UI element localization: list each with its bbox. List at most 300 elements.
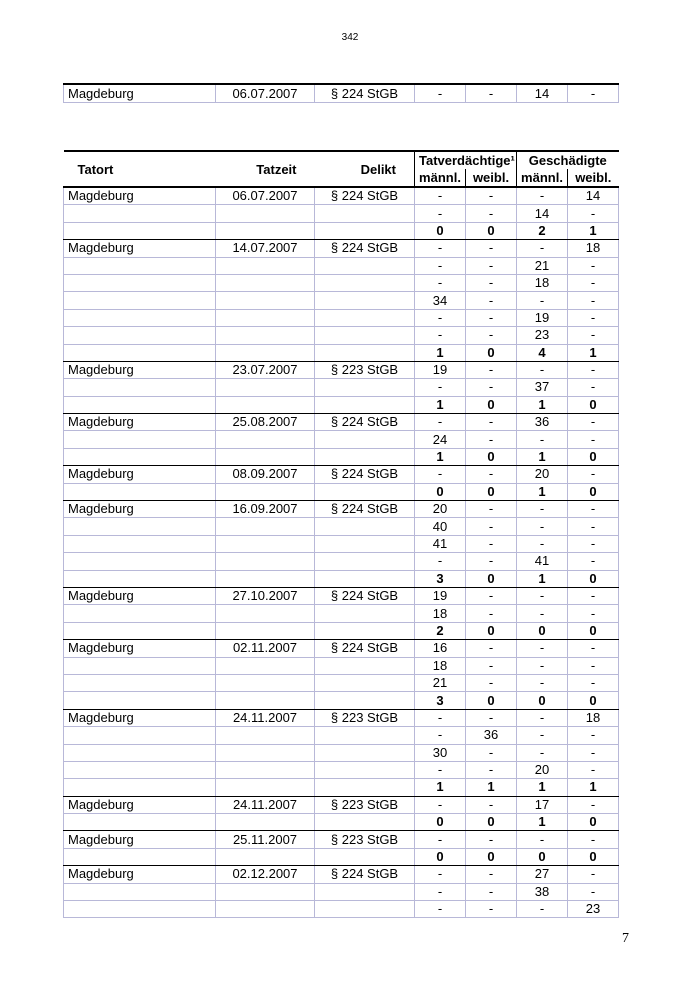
cell-delikt [315, 431, 415, 448]
cell-gs-weibl: - [568, 431, 619, 448]
cell-tatort [64, 448, 216, 465]
cell-tatort [64, 327, 216, 344]
cell-tatort: Magdeburg [64, 414, 216, 431]
cell-tv-weibl: 0 [466, 622, 517, 639]
cell-gs-maennl: 2 [517, 222, 568, 239]
cell-tv-maennl: - [415, 257, 466, 274]
table-row [64, 727, 619, 744]
cell-tv-maennl: - [415, 379, 466, 396]
cell-gs-maennl: 14 [517, 84, 568, 103]
cell-tv-maennl: 18 [415, 605, 466, 622]
cell-tatort [64, 483, 216, 500]
cell-gs-weibl: - [568, 640, 619, 657]
cell-gs-maennl: 18 [517, 274, 568, 291]
cell-tv-maennl: 24 [415, 431, 466, 448]
cell-tatzeit [216, 327, 315, 344]
table-row [64, 692, 619, 709]
cell-delikt [315, 901, 415, 918]
cell-tatzeit [216, 761, 315, 778]
cell-gs-weibl: 0 [568, 692, 619, 709]
cell-gs-weibl: - [568, 605, 619, 622]
header-tatort: Tatort [64, 151, 216, 187]
cell-gs-weibl: - [568, 361, 619, 378]
cell-tv-weibl: - [466, 831, 517, 848]
cell-delikt: § 223 StGB [315, 831, 415, 848]
cell-gs-maennl: 14 [517, 205, 568, 222]
cell-tv-maennl: - [415, 796, 466, 813]
cell-gs-maennl: 1 [517, 779, 568, 796]
cell-tv-weibl: - [466, 605, 517, 622]
cell-delikt [315, 779, 415, 796]
cell-gs-weibl: - [568, 657, 619, 674]
table-row [64, 361, 619, 378]
cell-tatort [64, 309, 216, 326]
cell-tv-weibl: - [466, 587, 517, 604]
cell-tatort [64, 344, 216, 361]
cell-gs-maennl: 38 [517, 883, 568, 900]
cell-gs-maennl: 36 [517, 414, 568, 431]
cell-gs-maennl: - [517, 518, 568, 535]
cell-tv-weibl: - [466, 901, 517, 918]
cell-tatort [64, 379, 216, 396]
cell-delikt [315, 727, 415, 744]
cell-tv-maennl: - [415, 727, 466, 744]
cell-tv-weibl: 1 [466, 779, 517, 796]
cell-tv-maennl: - [415, 553, 466, 570]
table-row [64, 831, 619, 848]
table-row [64, 518, 619, 535]
cell-tv-weibl: - [466, 640, 517, 657]
cell-gs-weibl: 1 [568, 779, 619, 796]
cell-tv-maennl: - [415, 205, 466, 222]
cell-tv-weibl: - [466, 187, 517, 205]
cell-tv-maennl: 18 [415, 657, 466, 674]
table-row [64, 222, 619, 239]
cell-tatzeit [216, 344, 315, 361]
cell-gs-maennl: 1 [517, 448, 568, 465]
cell-tatort: Magdeburg [64, 501, 216, 518]
cell-gs-weibl: 0 [568, 448, 619, 465]
cell-gs-weibl: - [568, 466, 619, 483]
cell-tatzeit [216, 379, 315, 396]
cell-delikt [315, 535, 415, 552]
table-row [64, 744, 619, 761]
cell-gs-weibl: - [568, 553, 619, 570]
cell-gs-maennl: - [517, 535, 568, 552]
cell-gs-maennl: - [517, 187, 568, 205]
cell-tatort: Magdeburg [64, 831, 216, 848]
cell-gs-weibl: - [568, 866, 619, 883]
cell-tv-weibl: - [466, 883, 517, 900]
cell-gs-weibl: - [568, 309, 619, 326]
page-number-top: 342 [341, 32, 359, 43]
cell-delikt: § 223 StGB [315, 361, 415, 378]
cell-delikt: § 224 StGB [315, 187, 415, 205]
cell-gs-maennl: - [517, 640, 568, 657]
cell-tatzeit: 16.09.2007 [216, 501, 315, 518]
cell-tv-weibl: - [466, 84, 517, 103]
cell-tatzeit [216, 779, 315, 796]
cell-gs-weibl: 0 [568, 622, 619, 639]
cell-tatort [64, 883, 216, 900]
cell-tv-maennl: - [415, 240, 466, 257]
cell-delikt [315, 553, 415, 570]
table-row [64, 309, 619, 326]
cell-delikt [315, 570, 415, 587]
cell-tatort: Magdeburg [64, 640, 216, 657]
table-row [64, 796, 619, 813]
cell-tv-maennl: 0 [415, 848, 466, 865]
cell-tatzeit: 24.11.2007 [216, 796, 315, 813]
cell-tatzeit [216, 744, 315, 761]
cell-tv-weibl: - [466, 292, 517, 309]
cell-delikt [315, 761, 415, 778]
cell-tatzeit [216, 431, 315, 448]
cell-tv-weibl: - [466, 327, 517, 344]
cell-gs-weibl: - [568, 274, 619, 291]
cell-tv-weibl: - [466, 274, 517, 291]
cell-tatzeit: 08.09.2007 [216, 466, 315, 483]
cell-delikt [315, 744, 415, 761]
cell-gs-maennl: - [517, 744, 568, 761]
cell-tatort [64, 205, 216, 222]
cell-tatort [64, 535, 216, 552]
table-row [64, 414, 619, 431]
cell-gs-maennl: - [517, 901, 568, 918]
cell-tatzeit [216, 553, 315, 570]
cell-tatort [64, 605, 216, 622]
table-row [64, 327, 619, 344]
table-row [64, 501, 619, 518]
cell-tv-maennl: - [415, 901, 466, 918]
cell-tatort: Magdeburg [64, 361, 216, 378]
cell-gs-maennl: - [517, 657, 568, 674]
cell-delikt [315, 692, 415, 709]
cell-gs-maennl: - [517, 605, 568, 622]
table-row [64, 848, 619, 865]
cell-gs-maennl: - [517, 501, 568, 518]
continuation-table [63, 83, 619, 103]
cell-delikt: § 224 StGB [315, 640, 415, 657]
cell-tatort [64, 761, 216, 778]
cell-delikt [315, 396, 415, 413]
cell-gs-weibl: 0 [568, 814, 619, 831]
cell-gs-maennl: - [517, 709, 568, 726]
table-row [64, 257, 619, 274]
cell-gs-weibl: - [568, 414, 619, 431]
cell-gs-weibl: - [568, 205, 619, 222]
cell-delikt [315, 327, 415, 344]
cell-tv-weibl: 0 [466, 222, 517, 239]
cell-tv-weibl: 0 [466, 344, 517, 361]
table-row [64, 605, 619, 622]
cell-tatort [64, 727, 216, 744]
cell-tv-weibl: - [466, 553, 517, 570]
cell-tv-maennl: - [415, 709, 466, 726]
cell-tv-weibl: - [466, 657, 517, 674]
table-row [64, 866, 619, 883]
table-row [64, 379, 619, 396]
cell-tatort [64, 553, 216, 570]
cell-delikt: § 224 StGB [315, 466, 415, 483]
table-row [64, 396, 619, 413]
cell-tv-maennl: 0 [415, 222, 466, 239]
cell-gs-maennl: 41 [517, 553, 568, 570]
cell-tv-maennl: 20 [415, 501, 466, 518]
cell-tatort [64, 431, 216, 448]
header-geschaedigte: Geschädigte [517, 151, 619, 169]
cell-tv-weibl: - [466, 744, 517, 761]
cell-gs-weibl: 18 [568, 240, 619, 257]
table-row [64, 448, 619, 465]
cell-gs-maennl: 20 [517, 761, 568, 778]
cell-tatzeit [216, 396, 315, 413]
cell-gs-maennl: 1 [517, 570, 568, 587]
cell-tatzeit: 23.07.2007 [216, 361, 315, 378]
cell-tv-maennl: 19 [415, 587, 466, 604]
cell-tv-maennl: 0 [415, 814, 466, 831]
header-tatverdaechtige: Tatverdächtige¹ [415, 151, 517, 169]
table-row [64, 709, 619, 726]
cell-tatzeit [216, 205, 315, 222]
cell-tv-maennl: 41 [415, 535, 466, 552]
cell-tatort [64, 814, 216, 831]
cell-tv-maennl: - [415, 831, 466, 848]
cell-tatzeit [216, 622, 315, 639]
cell-tv-maennl: 34 [415, 292, 466, 309]
cell-tv-maennl: 2 [415, 622, 466, 639]
table-row [64, 431, 619, 448]
table-row [64, 674, 619, 691]
cell-delikt [315, 309, 415, 326]
cell-gs-maennl: - [517, 674, 568, 691]
table-row [64, 883, 619, 900]
cell-gs-weibl: - [568, 501, 619, 518]
cell-gs-weibl: 1 [568, 344, 619, 361]
header-gs-maennl: männl. [517, 169, 568, 187]
cell-delikt [315, 344, 415, 361]
cell-gs-maennl: 1 [517, 396, 568, 413]
cell-tv-maennl: - [415, 414, 466, 431]
cell-tatort: Magdeburg [64, 466, 216, 483]
cell-gs-maennl: - [517, 727, 568, 744]
cell-tatzeit [216, 535, 315, 552]
cell-tv-weibl: 0 [466, 448, 517, 465]
cell-delikt [315, 622, 415, 639]
cell-tv-maennl: 19 [415, 361, 466, 378]
cell-tatzeit: 24.11.2007 [216, 709, 315, 726]
table-row [64, 901, 619, 918]
cell-tatzeit: 25.11.2007 [216, 831, 315, 848]
cell-tv-weibl: - [466, 535, 517, 552]
cell-tatzeit [216, 674, 315, 691]
cell-delikt [315, 674, 415, 691]
cell-gs-maennl: 0 [517, 848, 568, 865]
cell-gs-maennl: 17 [517, 796, 568, 813]
cell-gs-maennl: 20 [517, 466, 568, 483]
cell-tv-maennl: 0 [415, 483, 466, 500]
table-row [64, 587, 619, 604]
table-row [64, 657, 619, 674]
cell-tv-maennl: - [415, 466, 466, 483]
cell-gs-weibl: 0 [568, 483, 619, 500]
cell-gs-weibl: 0 [568, 396, 619, 413]
cell-gs-maennl: 0 [517, 622, 568, 639]
cell-tv-weibl: 0 [466, 848, 517, 865]
cell-delikt: § 224 StGB [315, 240, 415, 257]
cell-gs-weibl: - [568, 84, 619, 103]
cell-tatzeit: 27.10.2007 [216, 587, 315, 604]
cell-tv-weibl: - [466, 796, 517, 813]
cell-tatort [64, 901, 216, 918]
cell-tatort: Magdeburg [64, 587, 216, 604]
table-row [64, 553, 619, 570]
cell-tv-weibl: - [466, 466, 517, 483]
table-row [64, 344, 619, 361]
cell-gs-maennl: 19 [517, 309, 568, 326]
cell-delikt [315, 848, 415, 865]
header-gs-weibl: weibl. [568, 169, 619, 187]
cell-delikt [315, 883, 415, 900]
cell-delikt [315, 518, 415, 535]
cell-tatort [64, 274, 216, 291]
cell-tv-maennl: 3 [415, 570, 466, 587]
cell-tv-weibl: - [466, 518, 517, 535]
cell-tv-maennl: - [415, 309, 466, 326]
continuation-row [64, 84, 619, 103]
cell-delikt [315, 483, 415, 500]
header-delikt: Delikt [315, 151, 415, 187]
cell-gs-maennl: - [517, 292, 568, 309]
cell-tatort [64, 257, 216, 274]
cell-tatzeit [216, 848, 315, 865]
cell-tatzeit: 02.11.2007 [216, 640, 315, 657]
cell-tv-weibl: - [466, 761, 517, 778]
table-row [64, 640, 619, 657]
cell-tv-weibl: - [466, 240, 517, 257]
cell-tv-maennl: - [415, 327, 466, 344]
cell-tatzeit [216, 692, 315, 709]
header-row-1 [64, 151, 619, 169]
cell-tv-maennl: - [415, 84, 466, 103]
cell-tatort: Magdeburg [64, 709, 216, 726]
cell-gs-maennl: 27 [517, 866, 568, 883]
table-row [64, 535, 619, 552]
cell-tatzeit [216, 605, 315, 622]
cell-tatort: Magdeburg [64, 187, 216, 205]
cell-tv-maennl: 30 [415, 744, 466, 761]
cell-tatzeit: 06.07.2007 [216, 187, 315, 205]
cell-tv-weibl: 0 [466, 396, 517, 413]
table-row [64, 779, 619, 796]
cell-tv-maennl: - [415, 761, 466, 778]
cell-tatzeit: 14.07.2007 [216, 240, 315, 257]
cell-gs-weibl: - [568, 744, 619, 761]
cell-gs-maennl: - [517, 587, 568, 604]
cell-tatort [64, 744, 216, 761]
cell-tatort: Magdeburg [64, 240, 216, 257]
table-row [64, 240, 619, 257]
cell-gs-weibl: - [568, 518, 619, 535]
cell-tatzeit [216, 570, 315, 587]
table-row [64, 814, 619, 831]
cell-gs-maennl: 1 [517, 483, 568, 500]
cell-tv-maennl: 21 [415, 674, 466, 691]
crime-table [63, 150, 619, 918]
cell-gs-maennl: - [517, 361, 568, 378]
cell-gs-weibl: 0 [568, 848, 619, 865]
cell-tv-maennl: 1 [415, 779, 466, 796]
cell-gs-weibl: 23 [568, 901, 619, 918]
cell-gs-weibl: - [568, 831, 619, 848]
cell-gs-weibl: 1 [568, 222, 619, 239]
cell-tv-weibl: - [466, 866, 517, 883]
cell-delikt [315, 292, 415, 309]
cell-tv-maennl: 1 [415, 396, 466, 413]
table-row [64, 622, 619, 639]
cell-tv-weibl: 0 [466, 814, 517, 831]
cell-tatort: Magdeburg [64, 866, 216, 883]
cell-gs-weibl: - [568, 292, 619, 309]
cell-tv-maennl: 16 [415, 640, 466, 657]
cell-tv-weibl: 36 [466, 727, 517, 744]
table-row [64, 205, 619, 222]
cell-gs-maennl: 21 [517, 257, 568, 274]
page-number-bottom: 7 [622, 931, 629, 946]
cell-gs-maennl: 37 [517, 379, 568, 396]
cell-tv-weibl: - [466, 361, 517, 378]
cell-tatzeit [216, 727, 315, 744]
cell-tatort [64, 518, 216, 535]
cell-tatort [64, 570, 216, 587]
cell-gs-maennl: 23 [517, 327, 568, 344]
cell-delikt [315, 222, 415, 239]
cell-tatort [64, 779, 216, 796]
cell-gs-weibl: - [568, 796, 619, 813]
cell-delikt: § 223 StGB [315, 796, 415, 813]
cell-tv-weibl: 0 [466, 483, 517, 500]
cell-gs-weibl: 14 [568, 187, 619, 205]
cell-gs-maennl: 1 [517, 814, 568, 831]
cell-tatzeit: 06.07.2007 [216, 84, 315, 103]
header-tatzeit: Tatzeit [216, 151, 315, 187]
cell-tv-weibl: - [466, 414, 517, 431]
cell-tatzeit [216, 518, 315, 535]
cell-delikt [315, 379, 415, 396]
cell-tv-maennl: - [415, 866, 466, 883]
cell-tatzeit [216, 883, 315, 900]
cell-delikt [315, 274, 415, 291]
cell-gs-weibl: - [568, 379, 619, 396]
table-row [64, 466, 619, 483]
cell-delikt: § 224 StGB [315, 587, 415, 604]
cell-tatzeit [216, 309, 315, 326]
cell-gs-maennl: 0 [517, 692, 568, 709]
table-row [64, 483, 619, 500]
cell-gs-weibl: 0 [568, 570, 619, 587]
cell-tv-maennl: 40 [415, 518, 466, 535]
cell-delikt [315, 257, 415, 274]
cell-tv-weibl: - [466, 501, 517, 518]
cell-tv-weibl: - [466, 379, 517, 396]
cell-tatzeit [216, 448, 315, 465]
table-row [64, 292, 619, 309]
cell-tv-weibl: - [466, 205, 517, 222]
cell-tatort [64, 692, 216, 709]
cell-gs-weibl: - [568, 727, 619, 744]
cell-delikt: § 223 StGB [315, 709, 415, 726]
cell-tatort [64, 292, 216, 309]
